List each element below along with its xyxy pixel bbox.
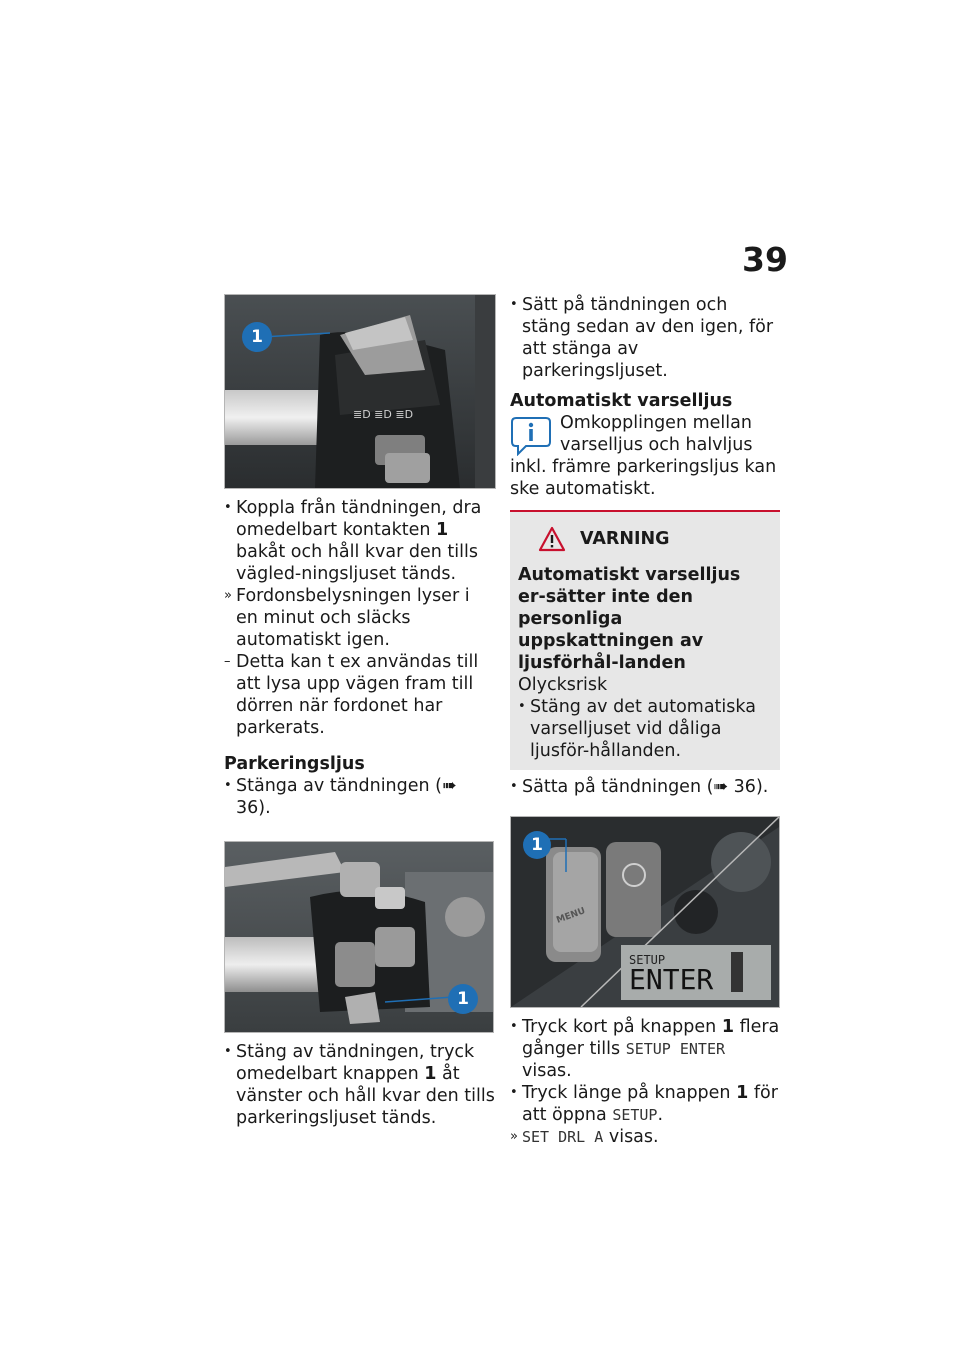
menu-button-label: MENU [555, 906, 587, 926]
warning-box [510, 510, 780, 770]
callout-badge: 1 [251, 327, 263, 347]
display-main-text: ENTER [629, 963, 714, 996]
list-item: • Stänga av tändningen (➠ 36). [224, 776, 457, 818]
warning-triangle-icon [538, 526, 566, 552]
page-number: 39 [742, 240, 788, 279]
section-heading: Parkeringsljus [224, 754, 365, 774]
list-item: • Sätta på tändningen (➠ 36). [510, 777, 769, 797]
list-item: » Fordonsbelysningen lyser i en minut och släcks automatiskt igen. [224, 586, 470, 650]
left-column [224, 294, 496, 1129]
menu-button-photo [510, 816, 780, 1008]
handlebar-switch-photo [224, 294, 496, 489]
list-item: • Tryck kort på knappen 1 flera gånger tills SETUP ENTER visas. [510, 1017, 780, 1081]
warning-risk: Olycksrisk [518, 675, 608, 695]
svg-text:≣D ≣D ≣D: ≣D ≣D ≣D [353, 408, 414, 421]
list-item: – Detta kan t ex användas till att lysa upp vägen fram till dörren när fordonet har parkerats. [224, 652, 479, 738]
info-icon [510, 414, 552, 456]
list-item: » SET DRL A visas. [510, 1127, 659, 1147]
right-column [510, 294, 780, 1148]
list-item: • Sätt på tändningen och stäng sedan av den igen, för att stänga av parkeringsljuset. [510, 295, 774, 381]
list-item: • Stäng av det automatiska varselljuset vid dåliga ljusför-hållanden. [518, 697, 756, 761]
list-item: • Koppla från tändningen, dra omedelbart kontakten 1 bakåt och håll kvar den tills vägled-ningsljuset tänds. [224, 498, 482, 584]
left-switch-unit-photo [224, 841, 494, 1033]
display-top-text: SETUP [629, 953, 666, 967]
info-note: Omkopplingen mellan varselljus och halvljus inkl. främre parkeringsljus kan ske automatiskt. [510, 413, 777, 499]
list-item: • Stäng av tändningen, tryck omedelbart knappen 1 åt vänster och håll kvar den tills parkeringsljuset tänds. [224, 1042, 495, 1128]
page-ref-arrow-icon: ➠ [713, 777, 729, 797]
section-heading: Automatiskt varselljus [510, 391, 733, 411]
page-ref-arrow-icon: ➠ [442, 776, 457, 796]
list-item: • Tryck länge på knappen 1 för att öppna SETUP. [510, 1083, 778, 1125]
warning-title: Automatiskt varselljus er-sätter inte den personliga uppskattningen av ljusförhål-landen [518, 565, 741, 673]
callout-badge: 1 [457, 989, 469, 1009]
callout-badge: 1 [531, 835, 543, 855]
warning-label: VARNING [580, 529, 670, 549]
